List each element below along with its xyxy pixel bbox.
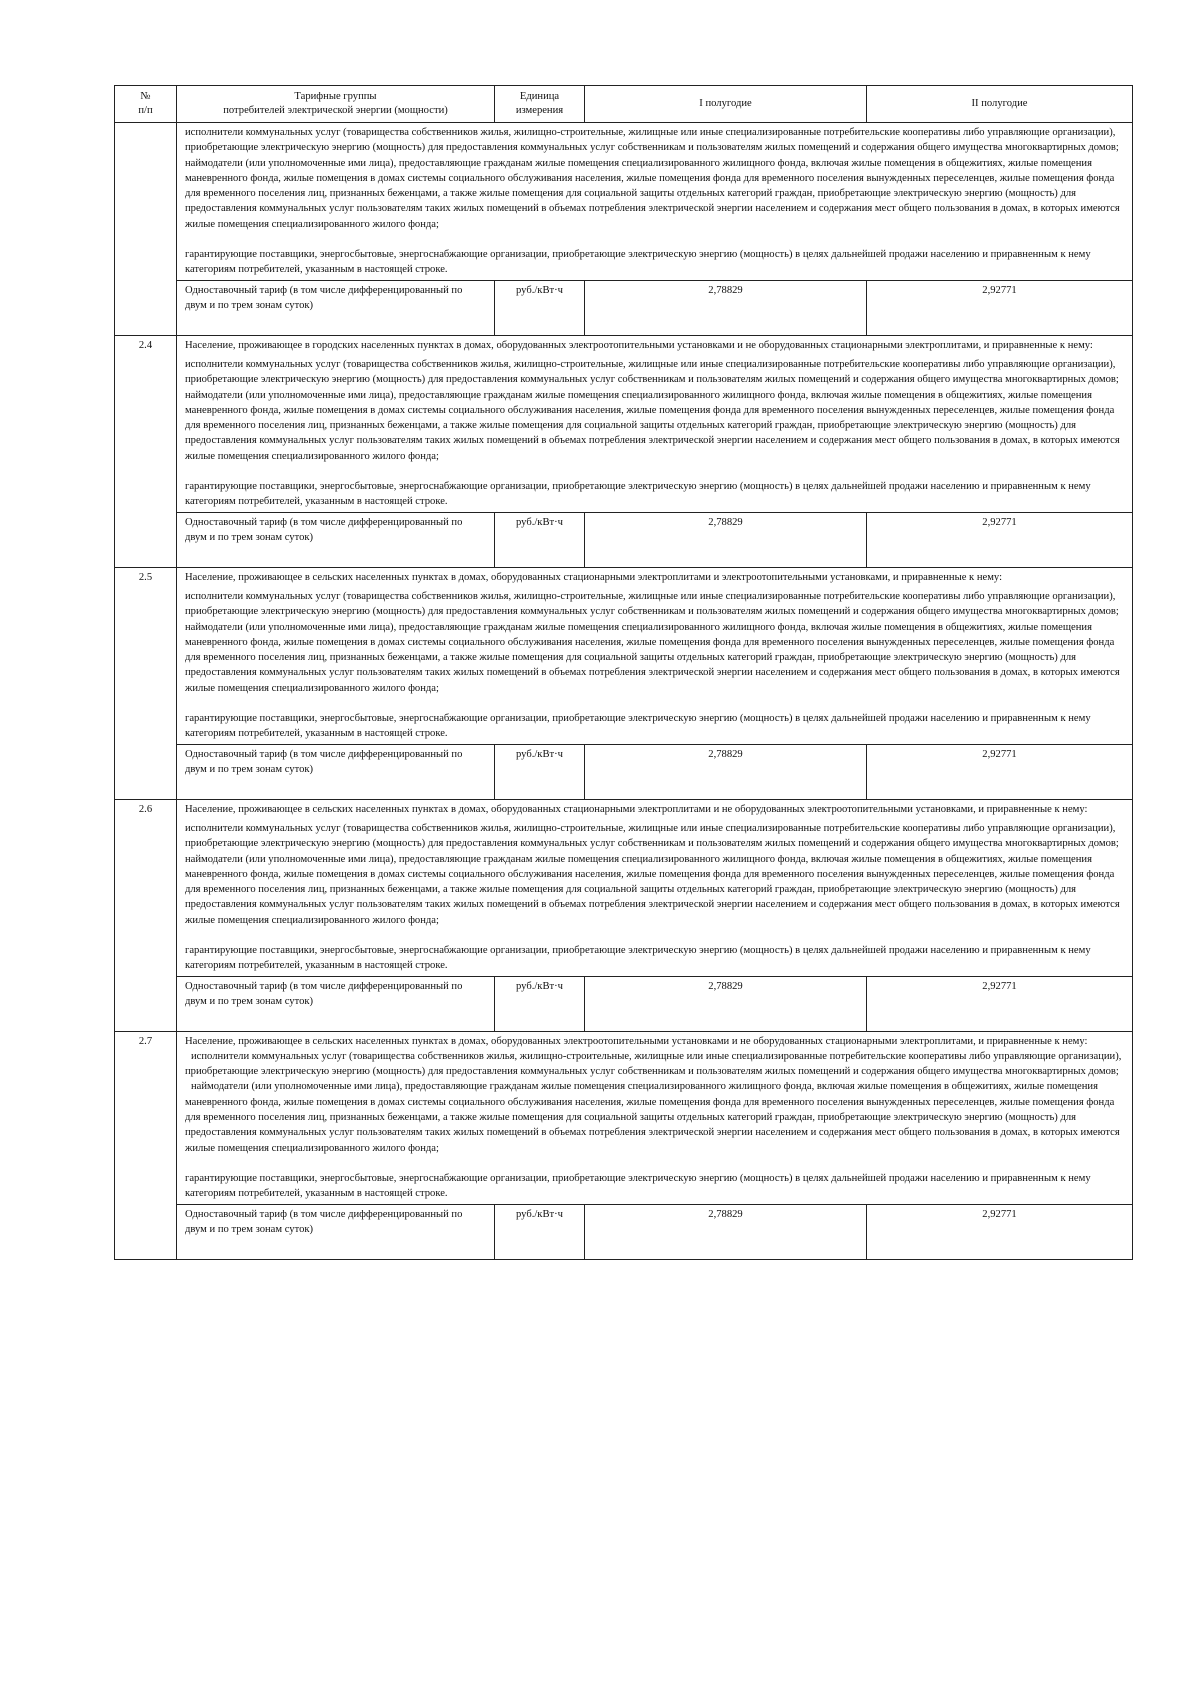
header-h2: II полугодие <box>867 86 1133 123</box>
tariff-value-h2: 2,92771 <box>867 280 1133 335</box>
tariff-value-h1: 2,78829 <box>585 1204 867 1259</box>
tariff-value-h2: 2,92771 <box>867 976 1133 1031</box>
group-description <box>177 123 1133 281</box>
group-p3: гарантирующие поставщики, энергосбытовые, энергоснабжающие организации, приобретающие электрическую энергию (мощность) в целях дальнейшей продажи населению и приравненным к нему категориям потребителей, указанным в настоящей строке. <box>185 249 1091 276</box>
tariff-value-h1: 2,78829 <box>585 744 867 799</box>
tariff-row <box>115 280 1133 335</box>
group-row <box>115 799 1133 976</box>
group-description <box>177 799 1133 976</box>
tariff-value-h2: 2,92771 <box>867 1204 1133 1259</box>
group-description <box>177 335 1133 512</box>
group-p1: исполнители коммунальных услуг (товарищества собственников жилья, жилищно-строительные, жилищные или иные специализированные потребительские кооперативы либо управляющие организации), приобретающие электрическую энергию (мощность) для предоставления коммунальных услуг собственникам и пользователям жилых помещений и содержания общего имущества многоквартирных домов; <box>185 822 1119 850</box>
group-title: Население, проживающее в сельских населенных пунктах в домах, оборудованных стационарными электроплитами и не оборудованных электроотопительными установками, и приравненные к нему: <box>185 803 1088 815</box>
group-p2: наймодатели (или уполномоченные ими лица), предоставляющие гражданам жилые помещения специализированного жилищного фонда, включая жилые помещения в общежитиях, жилые помещения маневренного фонда, жилые помещения в домах системы социального обслуживания населения, жилые помещения фонда для временного поселения вынужденных переселенцев, жилые помещения фонда для временного поселения лиц, признанных беженцами, а также жилые помещения для социальной защиты отдельных категорий граждан, приобретающие электрическую энергию (мощность) для предоставления коммунальных услуг пользователям таких жилых помещений в объемах потребления электрической энергии населением и содержания мест общего пользования в домах, в которых имеются жилые помещения специализированного жилого фонда; <box>185 157 1120 230</box>
tariff-label: Одноставочный тариф (в том числе дифференцированный по двум и по трем зонам суток) <box>177 1204 495 1259</box>
group-p2: наймодатели (или уполномоченные ими лица), предоставляющие гражданам жилые помещения специализированного жилищного фонда, включая жилые помещения в общежитиях, жилые помещения маневренного фонда, жилые помещения в домах системы социального обслуживания населения, жилые помещения фонда для временного поселения вынужденных переселенцев, жилые помещения фонда для временного поселения лиц, признанных беженцами, а также жилые помещения для социальной защиты отдельных категорий граждан, приобретающие электрическую энергию (мощность) для предоставления коммунальных услуг пользователям таких жилых помещений в объемах потребления электрической энергии населением и содержания мест общего пользования в домах, в которых имеются жилые помещения специализированного жилого фонда; <box>185 1081 1120 1154</box>
group-row <box>115 567 1133 744</box>
group-row <box>115 335 1133 512</box>
tariff-unit: руб./кВт·ч <box>495 1204 585 1259</box>
group-title: Население, проживающее в сельских населенных пунктах в домах, оборудованных электроотопительными установками и не оборудованных стационарными электроплитами, и приравненные к нему: <box>185 1035 1088 1047</box>
tariff-row <box>115 744 1133 799</box>
tariff-row <box>115 512 1133 567</box>
group-num: 2.4 <box>115 335 177 567</box>
tariff-label: Одноставочный тариф (в том числе дифференцированный по двум и по трем зонам суток) <box>177 976 495 1031</box>
header-h1: I полугодие <box>585 86 867 123</box>
header-num-text: № п/п <box>138 91 153 116</box>
tariff-unit: руб./кВт·ч <box>495 976 585 1031</box>
group-title: Население, проживающее в сельских населенных пунктах в домах, оборудованных стационарными электроплитами и электроотопительными установками, и приравненные к нему: <box>185 571 1003 583</box>
tariff-label: Одноставочный тариф (в том числе дифференцированный по двум и по трем зонам суток) <box>177 512 495 567</box>
group-description <box>177 567 1133 744</box>
tariff-document <box>114 85 1132 1260</box>
group-p3: гарантирующие поставщики, энергосбытовые, энергоснабжающие организации, приобретающие электрическую энергию (мощность) в целях дальнейшей продажи населению и приравненным к нему категориям потребителей, указанным в настоящей строке. <box>185 944 1091 972</box>
tariff-label: Одноставочный тариф (в том числе дифференцированный по двум и по трем зонам суток) <box>177 744 495 799</box>
tariff-label: Одноставочный тариф (в том числе дифференцированный по двум и по трем зонам суток) <box>177 280 495 335</box>
tariff-value-h2: 2,92771 <box>867 744 1133 799</box>
group-row <box>115 1031 1133 1204</box>
header-num <box>115 86 177 123</box>
tariff-unit: руб./кВт·ч <box>495 280 585 335</box>
group-row <box>115 123 1133 281</box>
group-p2: наймодатели (или уполномоченные ими лица), предоставляющие гражданам жилые помещения специализированного жилищного фонда, включая жилые помещения в общежитиях, жилые помещения маневренного фонда, жилые помещения в домах системы социального обслуживания населения, жилые помещения фонда для временного поселения вынужденных переселенцев, жилые помещения фонда для временного поселения лиц, признанных беженцами, а также жилые помещения для социальной защиты отдельных категорий граждан, приобретающие электрическую энергию (мощность) для предоставления коммунальных услуг пользователям таких жилых помещений в объемах потребления электрической энергии населением и содержания мест общего пользования в домах, в которых имеются жилые помещения специализированного жилого фонда; <box>185 853 1120 926</box>
group-title: Население, проживающее в городских населенных пунктах в домах, оборудованных электроотопительными установками и не оборудованных стационарными электроплитами, и приравненные к нему: <box>185 339 1093 351</box>
group-p3: гарантирующие поставщики, энергосбытовые, энергоснабжающие организации, приобретающие электрическую энергию (мощность) в целях дальнейшей продажи населению и приравненным к нему категориям потребителей, указанным в настоящей строке. <box>185 713 1091 740</box>
tariff-unit: руб./кВт·ч <box>495 512 585 567</box>
group-p1: исполнители коммунальных услуг (товарищества собственников жилья, жилищно-строительные, жилищные или иные специализированные потребительские кооперативы либо управляющие организации), приобретающие электрическую энергию (мощность) для предоставления коммунальных услуг собственникам и пользователям жилых помещений и содержания общего имущества многоквартирных домов; <box>185 1050 1122 1078</box>
group-p1: исполнители коммунальных услуг (товарищества собственников жилья, жилищно-строительные, жилищные или иные специализированные потребительские кооперативы либо управляющие организации), приобретающие электрическую энергию (мощность) для предоставления коммунальных услуг собственникам и пользователям жилых помещений и содержания общего имущества многоквартирных домов; <box>185 358 1119 386</box>
header-row <box>115 86 1133 123</box>
group-num: 2.5 <box>115 567 177 799</box>
tariff-value-h1: 2,78829 <box>585 976 867 1031</box>
group-p3: гарантирующие поставщики, энергосбытовые, энергоснабжающие организации, приобретающие электрическую энергию (мощность) в целях дальнейшей продажи населению и приравненным к нему категориям потребителей, указанным в настоящей строке. <box>185 481 1091 508</box>
header-unit-text: Единица измерения <box>515 91 564 116</box>
tariff-value-h1: 2,78829 <box>585 512 867 567</box>
group-num: 2.7 <box>115 1031 177 1259</box>
header-group-text: Тарифные группы потребителей электрической энергии (мощности) <box>223 91 448 116</box>
group-p2: наймодатели (или уполномоченные ими лица), предоставляющие гражданам жилые помещения специализированного жилищного фонда, включая жилые помещения в общежитиях, жилые помещения маневренного фонда, жилые помещения в домах системы социального обслуживания населения, жилые помещения фонда для временного поселения вынужденных переселенцев, жилые помещения фонда для временного поселения лиц, признанных беженцами, а также жилые помещения для социальной защиты отдельных категорий граждан, приобретающие электрическую энергию (мощность) для предоставления коммунальных услуг пользователям таких жилых помещений в объемах потребления электрической энергии населением и содержания мест общего пользования в домах, в которых имеются жилые помещения специализированного жилого фонда; <box>185 621 1120 694</box>
tariff-row <box>115 1204 1133 1259</box>
group-num <box>115 123 177 336</box>
tariff-row <box>115 976 1133 1031</box>
tariff-table <box>114 85 1133 1260</box>
tariff-value-h2: 2,92771 <box>867 512 1133 567</box>
tariff-unit: руб./кВт·ч <box>495 744 585 799</box>
group-description <box>177 1031 1133 1204</box>
group-p3: гарантирующие поставщики, энергосбытовые, энергоснабжающие организации, приобретающие электрическую энергию (мощность) в целях дальнейшей продажи населению и приравненным к нему категориям потребителей, указанным в настоящей строке. <box>185 1172 1091 1200</box>
header-group <box>177 86 495 123</box>
header-unit <box>495 86 585 123</box>
group-p2: наймодатели (или уполномоченные ими лица), предоставляющие гражданам жилые помещения специализированного жилищного фонда, включая жилые помещения в общежитиях, жилые помещения маневренного фонда, жилые помещения в домах системы социального обслуживания населения, жилые помещения фонда для временного поселения вынужденных переселенцев, жилые помещения фонда для временного поселения лиц, признанных беженцами, а также жилые помещения для социальной защиты отдельных категорий граждан, приобретающие электрическую энергию (мощность) для предоставления коммунальных услуг пользователям таких жилых помещений в объемах потребления электрической энергии населением и содержания мест общего пользования в домах, в которых имеются жилые помещения специализированного жилого фонда; <box>185 389 1120 462</box>
group-p1: исполнители коммунальных услуг (товарищества собственников жилья, жилищно-строительные, жилищные или иные специализированные потребительские кооперативы либо управляющие организации), приобретающие электрическую энергию (мощность) для предоставления коммунальных услуг собственникам и пользователям жилых помещений и содержания общего имущества многоквартирных домов; <box>185 590 1119 618</box>
group-p1: исполнители коммунальных услуг (товарищества собственников жилья, жилищно-строительные, жилищные или иные специализированные потребительские кооперативы либо управляющие организации), приобретающие электрическую энергию (мощность) для предоставления коммунальных услуг собственникам и пользователям жилых помещений и содержания общего имущества многоквартирных домов; <box>185 127 1119 154</box>
group-num: 2.6 <box>115 799 177 1031</box>
tariff-value-h1: 2,78829 <box>585 280 867 335</box>
